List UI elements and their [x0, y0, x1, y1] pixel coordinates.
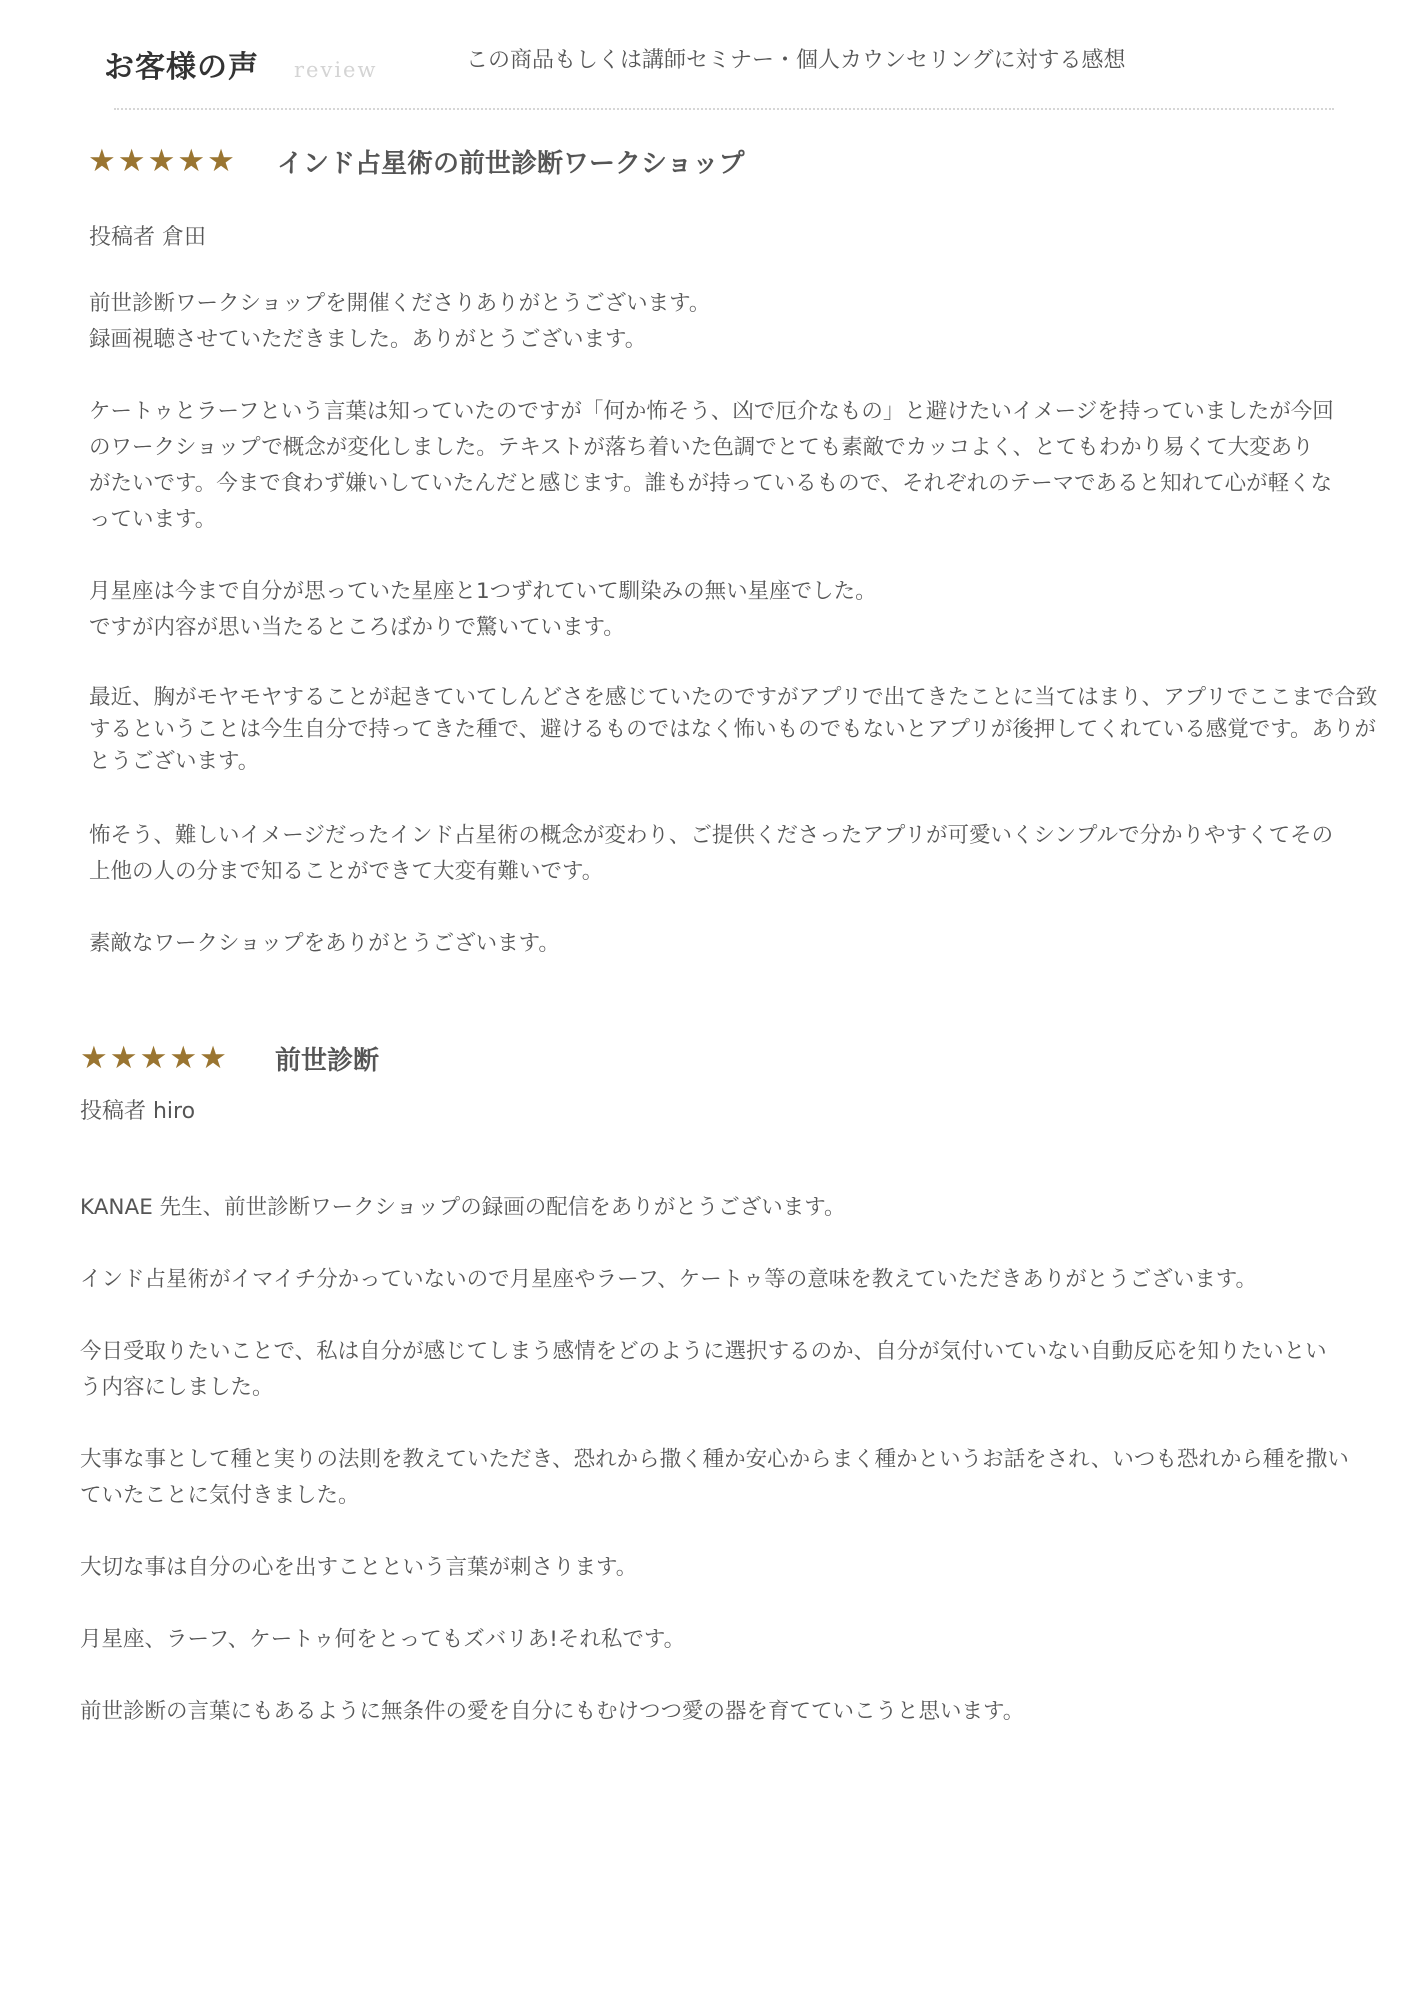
review-paragraph: 月星座、ラーフ、ケートゥ何をとってもズバリあ!それ私です。	[80, 1627, 686, 1652]
star-rating: ★★★★★	[80, 1040, 229, 1076]
review-paragraph: 怖そう、難しいイメージだったインド占星術の概念が変わり、ご提供くださったアプリが可愛いくシンプルで分かりやすくてその上他の人の分まで知ることができて大変有難いです。	[89, 823, 1334, 884]
review-paragraph: 大事な事として種と実りの法則を教えていただき、恐れから撒く種か安心からまく種かというお話をされ、いつも恐れから種を撒いていたことに気付きました。	[80, 1447, 1349, 1508]
page-header	[0, 0, 1414, 112]
review-body	[89, 286, 1379, 962]
review-paragraph: インド占星術がイマイチ分かっていないので月星座やラーフ、ケートゥ等の意味を教えていただきありがとうございます。	[80, 1267, 1258, 1292]
section-title: お客様の声	[104, 50, 259, 85]
review-paragraph: KANAE 先生、前世診断ワークショップの録画の配信をありがとうございます。	[80, 1195, 846, 1220]
review-paragraph: 前世診断の言葉にもあるように無条件の愛を自分にもむけつつ愛の器を育てていこうと思います。	[80, 1699, 1025, 1724]
review-header	[80, 1040, 379, 1077]
section-subtitle: review	[294, 58, 378, 82]
review-paragraph: 素敵なワークショップをありがとうございます。	[89, 931, 560, 956]
section-description: この商品もしくは講師セミナー・個人カウンセリングに対する感想	[466, 48, 1126, 73]
review-paragraph: 前世診断ワークショップを開催くださりありがとうございます。 録画視聴させていただきました。ありがとうございます。	[89, 291, 711, 352]
review-paragraph: 最近、胸がモヤモヤすることが起きていてしんどさを感じていたのですがアプリで出てきたことに当てはまり、アプリでここまで合致するということは今生自分で持ってきた種で、避けるものではなく怖いものでもないとアプリが後押してくれている感覚です。ありがとうございます。	[89, 685, 1378, 774]
review-body	[80, 1190, 1360, 1730]
review-paragraph: 月星座は今まで自分が思っていた星座と1つずれていて馴染みの無い星座でした。 ですが内容が思い当たるところばかりで驚いています。	[89, 579, 877, 640]
review-header	[88, 143, 744, 180]
review-paragraph: ケートゥとラーフという言葉は知っていたのですが「何か怖そう、凶で厄介なもの」と避けたいイメージを持っていましたが今回のワークショップで概念が変化しました。テキストが落ち着いた色調でとても素敵でカッコよく、とてもわかり易くて大変ありがたいです。今まで食わず嫌いしていたんだと感じます。誰もが持っているもので、それぞれのテーマであると知れて心が軽くなっています。	[89, 399, 1334, 532]
star-rating: ★★★★★	[88, 143, 237, 179]
header-divider	[114, 108, 1334, 110]
review-title: インド占星術の前世診断ワークショップ	[276, 149, 745, 179]
review-paragraph: 大切な事は自分の心を出すことという言葉が刺さります。	[80, 1555, 638, 1580]
review-title: 前世診断	[274, 1046, 379, 1076]
review-author: 投稿者 倉田	[89, 225, 206, 250]
review-author: 投稿者 hiro	[80, 1099, 196, 1124]
review-paragraph: 今日受取りたいことで、私は自分が感じてしまう感情をどのように選択するのか、自分が気付いていない自動反応を知りたいという内容にしました。	[80, 1339, 1327, 1400]
